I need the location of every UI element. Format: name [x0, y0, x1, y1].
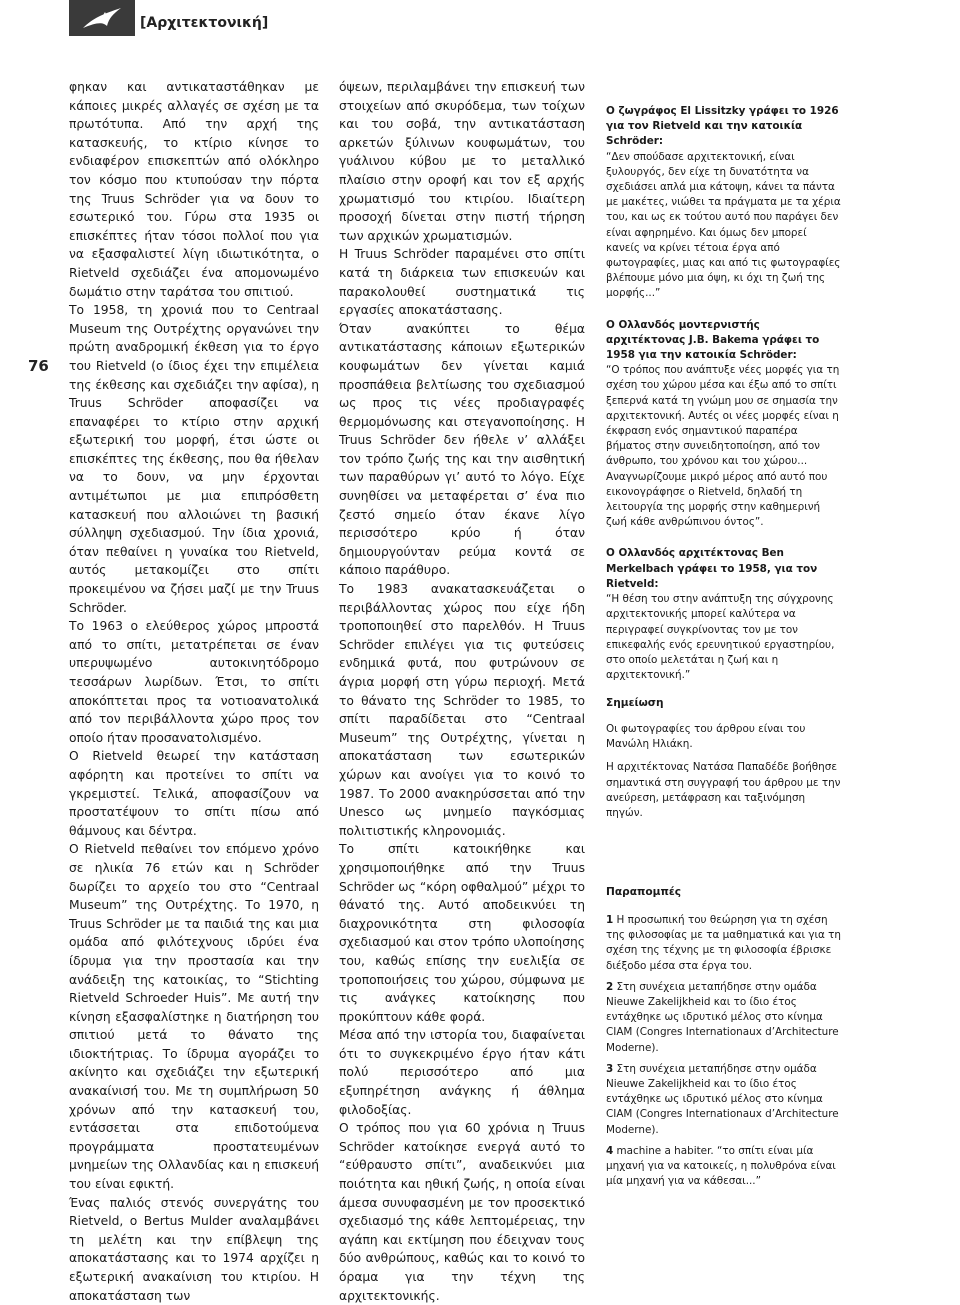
reference-text: Η προσωπική του θεώρηση για τη σχέση της φιλοσοφίας με τα μαθηματικά και για τη σχέση της τέχνης με τη φιλοσοφία έβρισκε διέξοδο μέσα στα έργα του. — [606, 914, 841, 972]
reference-text: Στη συνέχεια μεταπήδησε στην ομάδα Nieuwe Zakelijkheid και το ίδιο έτος εντάχθηκε ως ιδρυτικό μέλος στο κίνημα CIAM (Congres Internationaux d’Architecture Moderne). — [606, 1062, 839, 1136]
paragraph: Όταν ανακύπτει το θέμα αντικατάστασης κάποιων εξωτερικών κουφωμάτων δεν γίνεται καμιά προσπάθεια βελτίωσης του σχεδιασμού ως προς τις νέες προδιαγραφές θερμομόνωσης και στεγανοποίησης. Η Truus Schröder δεν ήθελε ν’ αλλάξει τον τρόπο ζωής της και την αισθητική των παραθύρων γι’ αυτό το λόγο. Είχε συνηθίσει να μεταφέρεται σ’ ένα πιο ζεστό σημείο όταν έκανε λίγο περισσότερο κρύο ή όταν δημιουργούνταν ρεύμα κοντά σε κάποιο παράθυρο. — [339, 321, 585, 578]
article-column-1 — [69, 78, 319, 1305]
magazine-logo — [69, 0, 135, 36]
paragraph: Ένας παλιός στενός συνεργάτης του Rietveld, ο Bertus Mulder αναλαμβάνει τη μελέτη και την επίβλεψη της αποκατάστασης και το 1974 αρχίζει η εξωτερική ανακαίνιση του κτιρίου. Η αποκατάσταση των — [69, 1195, 319, 1303]
quote-block — [606, 318, 842, 531]
reference-item — [606, 913, 842, 974]
paragraph: Ο Rietveld πεθαίνει τον επόμενο χρόνο σε ηλικία 76 ετών και η Schröder δωρίζει το αρχείο του στο “Centraal Museum” της Ουτρέχτης. Το 1970, η Truus Schröder με τα παιδιά της και μια ομάδα από φιλότεχνους ιδρύει ένα ίδρυμα για την προστασία και την ανάδειξη της κατοικίας, το “Stichting Rietveld Schroeder Huis”. Με αυτή την κίνηση εξασφαλίστηκε η διατήρηση του σπιτιού μετά το θάνατο της ιδιοκτήτριας. Το ίδρυμα αγοράζει το ακίνητο και σχεδιάζει την εξωτερική ανακαίνισή του. Με τη συμπλήρωση 50 χρόνων από την κατασκευή του, εντάσσεται στα επιδοτούμενα προγράμματα προστατευμένων μνημείων της Ολλανδίας και η επισκευή του είναι εφικτή. — [69, 842, 319, 1192]
paragraph: Ο τρόπος που για 60 χρόνια η Truus Schröder κατοίκησε ενεργά αυτό το “εύθραυστο σπίτι”, αναδεικνύει μια ποιότητα και ηθική ζωής, η οποία είναι άμεσα συνυφασμένη με τον προσεκτικό σχεδιασμό της κάθε λεπτομέρειας, την αγάπη και εκτίμηση που έδειχναν τους δύο ανθρώπους, καθώς και το κοινό το όραμα για την τέχνη της αρχιτεκτονικής. — [339, 1121, 585, 1303]
reference-text: Στη συνέχεια μεταπήδησε στην ομάδα Nieuwe Zakelijkheid και το ίδιο έτος εντάχθηκε ως ιδρυτικό μέλος στο κίνημα CIAM (Congres Internationaux d’Architecture Moderne). — [606, 980, 839, 1054]
section-title: [Αρχιτεκτονική] — [140, 15, 269, 31]
references-title: Παραπομπές — [606, 886, 682, 898]
page-number: 76 — [28, 357, 49, 375]
paragraph: Ο Rietveld θεωρεί την κατάσταση αφόρητη και προτείνει το σπίτι να γκρεμιστεί. Τελικά, αποφασίζουν να προστατέψουν το σπίτι πίσω από θάμνους και δέντρα. — [69, 749, 319, 838]
paragraph: Το σπίτι κατοικήθηκε και χρησιμοποιήθηκε από την Truus Schröder ως “κόρη οφθαλμού” μέχρι το θάνατό της. Αυτό αποδεικνύει τη διαχρονικότητα στη φιλοσοφία σχεδιασμού και στον τρόπο υλοποίησης του, καθώς επίσης την ευελιξία σε τροποποιήσεις του χώρου, σύμφωνα με τις ανάγκες κατοίκησης που προκύπτουν κάθε φορά. — [339, 842, 585, 1024]
paragraph: Η Truus Schröder παραμένει στο σπίτι κατά τη διάρκεια των επισκευών και παρακολουθεί συστηματικά τις εργασίες αποκατάστασης. — [339, 247, 585, 318]
quotes-column — [606, 104, 842, 699]
reference-number: 1 — [606, 914, 614, 926]
reference-item — [606, 980, 842, 1056]
article-column-2 — [339, 78, 585, 1305]
reference-number: 4 — [606, 1144, 614, 1157]
reference-text: machine a habiter. “το σπίτι είναι μία μηχανή για να κατοικείς, η πολυθρόνα είναι μία μηχανή για να κάθεσαι...” — [606, 1144, 836, 1188]
references-list — [606, 913, 842, 1195]
reference-number: 2 — [606, 980, 614, 993]
paragraph: Το 1983 ανακατασκευάζεται ο περιβάλλοντας χώρος που είχε ήδη τροποποιηθεί στο παρελθόν. Η Truus Schröder επιλέγει για τις φυτεύσεις ενδημικά φυτά, που φυτρώνουν σε άγρια μορφή στη γύρω περιοχή. Μετά το θάνατο της Schröder το 1985, το σπίτι παραδίδεται στο “Centraal Museum” της Ουτρέχτης, γίνεται η αποκατάσταση των εσωτερικών χώρων και ανοίγει για το κοινό το 1987. Το 2000 ανακηρύσσεται από την Unesco ως μνημείο παγκόσμιας πολιτιστικής κληρονομιάς. — [339, 582, 585, 838]
bird-logo-icon — [69, 0, 135, 36]
paragraph: Το 1963 ο ελεύθερος χώρος μπροστά από το σπίτι, μετατρέπεται σε έναν υπερυψωμένο αυτοκινητόδρομο τεσσάρων λωρίδων. Έτσι, το σπίτι αποκόπτεται προς τα νοτιοανατολικά από τον περιβάλλοντα χώρο προς τον οποίο ήταν προσανατολισμένο. — [69, 619, 319, 745]
note-item: Η αρχιτέκτονας Νατάσα Παπαδέδε βοήθησε σημαντικά στη συγγραφή του άρθρου με την ανεύρεση, μετάφραση και ταξινόμηση πηγών. — [606, 761, 841, 820]
note-block — [606, 722, 842, 829]
quote-text: “Ο τρόπος που ανάπτυξε νέες μορφές για τη σχέση του χώρου μέσα και έξω από το σπίτι ξεπερνά κατά τη γνώμη μου σε σημασία την αρχιτεκτονική. Αυτές οι νέες μορφές είναι η έκφραση ενός σημαντικού παραπέρα βήματος στην συνειδητοποίηση, από τον άνθρωπο, του χρόνου και του χώρου... Αναγνωρίζουμε μικρό μέρος από αυτό που εικονογράφησε ο Rietveld, δηλαδή τη λειτουργία της μορφής στην καθημερινή ζωή κάθε ανθρώπινου όντος”. — [606, 364, 840, 529]
quote-heading: Ο Ολλανδός αρχιτέκτονας Ben Merkelbach γράφει το 1958, για τον Rietveld: — [606, 547, 818, 590]
quote-block — [606, 546, 842, 683]
quote-heading: Ο Ολλανδός μοντερνιστής αρχιτέκτονας J.B. Bakema γράφει το 1958 για την κατοικία Schröder: — [606, 318, 820, 362]
paragraph: όψεων, περιλαμβάνει την επισκευή των στοιχείων από σκυρόδεμα, των τοίχων και του σοβά, την αντικατάσταση αρκετών ξύλινων κουφωμάτων, του γυάλινου κύβου με το μεταλλικό πλαίσιο στην οροφή και τον εξ αρχής χρωματισμό του κτιρίου. Ιδιαίτερη προσοχή δίνεται στην πιστή τήρηση των αρχικών χρωματισμών. — [339, 80, 585, 243]
note-title: Σημείωση — [606, 697, 664, 709]
quote-text: “Η θέση του στην ανάπτυξη της σύγχρονης αρχιτεκτονικής μπορεί καλύτερα να περιγραφεί συγκρίνοντας τον με τον επικεφαλής ενός ερευνητικού εργαστηρίου, στο οποίο μελετάται η ζωή και η αρχιτεκτονική.” — [606, 593, 835, 682]
reference-number: 3 — [606, 1062, 614, 1075]
reference-item — [606, 1144, 842, 1190]
paragraph: Το 1958, τη χρονιά που το Centraal Museum της Ουτρέχτης οργανώνει την πρώτη αναδρομική έκθεση για το έργο του Rietveld (ο ίδιος έχει την επιμέλεια της έκθεσης και σχεδιάζει την αφίσα), η Truus Schröder αποφασίζει να επαναφέρει το κτίριο στην αρχική εξωτερική του μορφή, έτσι ώστε οι επισκέπτες της έκθεσης, που θα ήθελαν να το δουν, να μην έρχονται αντιμέτωποι με μια επιπρόσθετη κατασκευή που αλλοιώνει τη βασική σύλληψη σχεδιασμού. Την ίδια χρονιά, όταν πεθαίνει η γυναίκα του Rietveld, αυτός μετακομίζει στο σπίτι προκειμένου να ζήσει μαζί με την Truus Schröder. — [69, 303, 319, 615]
note-item: Οι φωτογραφίες του άρθρου είναι του Μανώλη Ηλιάκη. — [606, 723, 806, 751]
reference-item — [606, 1062, 842, 1138]
paragraph: φηκαν και αντικαταστάθηκαν με κάποιες μικρές αλλαγές σε σχέση με τα πρωτότυπα. Από την αρχή της κατασκευής, το κτίριο κίνησε το ενδιαφέρον επισκεπτών από ολόκληρο τον κόσμο που κτυπούσαν την πόρτα της Truus Schröder για να δουν το εσωτερικό του. Γύρω στα 1935 οι επισκέπτες ήταν τόσοι πολλοί που για να εξασφαλιστεί λίγη ιδιωτικότητα, ο Rietveld σχεδιάζει ένα απομονωμένο δωμάτιο στην ταράτσα του σπιτιού. — [69, 80, 319, 299]
quote-text: “Δεν σπούδασε αρχιτεκτονική, είναι ξυλουργός, δεν είχε τη δυνατότητα να σχεδιάσει απλά μια κάτοψη, κάνει τα πάντα με μακέτες, νιώθει τα πράγματα με τα χέρια του, και ως εκ τούτου αυτό που παράγει δεν είναι αφηρημένο. Και όμως δεν μπορεί κανείς να κρίνει τέτοια έργα από φωτογραφίες, μιας και από τις φωτογραφίες βλέπουμε μόνο μια όψη, κι όχι τη ζωή της μορφής...” — [606, 150, 841, 300]
paragraph: Μέσα από την ιστορία του, διαφαίνεται ότι το συγκεκριμένο έργο ήταν κάτι πολύ περισσότερο από μια εξυπηρέτηση ανάγκης ή άθλημα φιλοδοξίας. — [339, 1028, 585, 1117]
quote-block — [606, 104, 842, 302]
quote-heading: Ο ζωγράφος El Lissitzky γράφει το 1926 για τον Rietveld και την κατοικία Schröder: — [606, 105, 839, 148]
